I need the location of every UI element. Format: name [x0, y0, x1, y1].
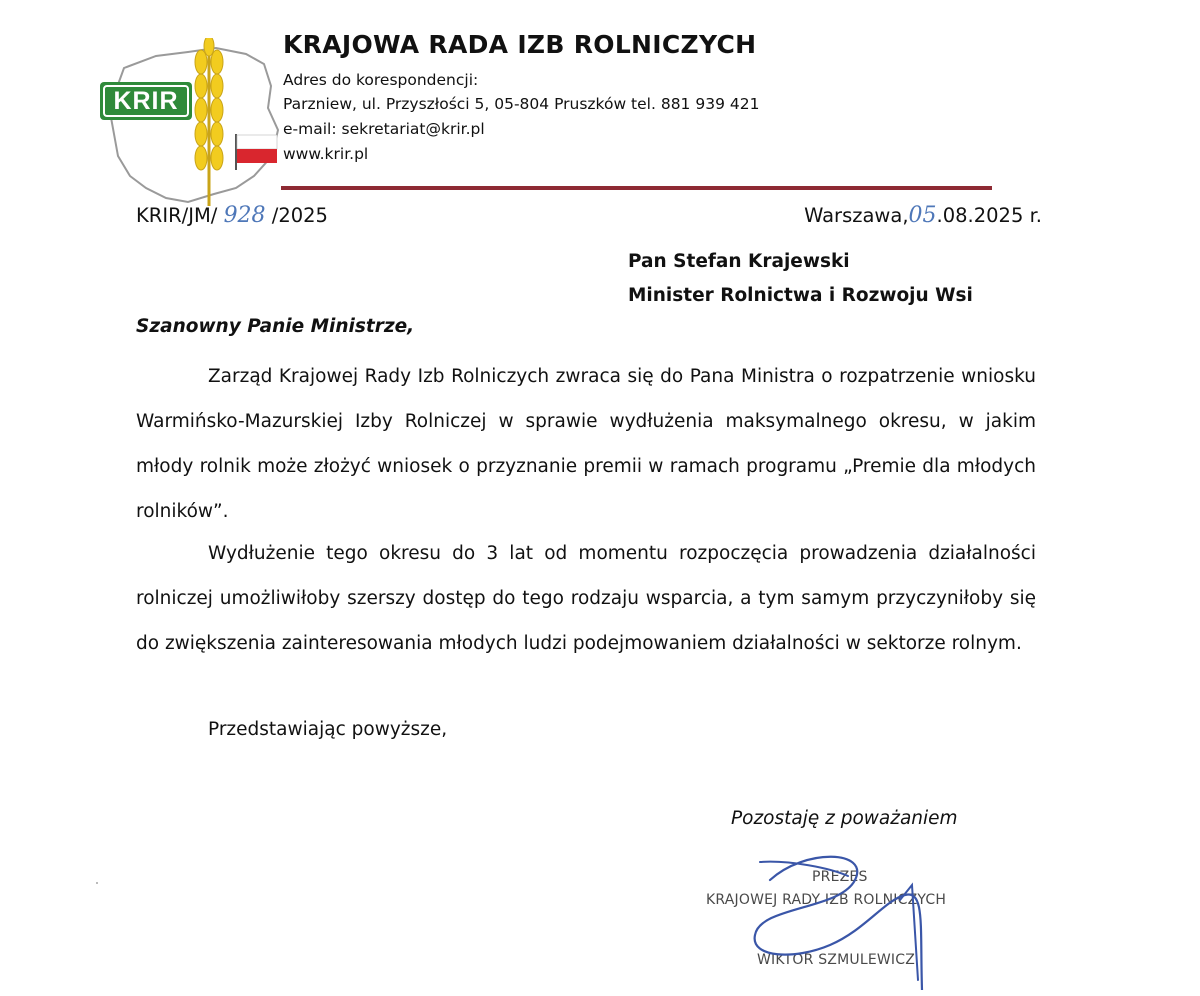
- body-paragraph: Zarząd Krajowej Rady Izb Rolniczych zwraca się do Pana Ministra o rozpatrzenie wniosku Warmińsko-Mazurskiej Izby Rolniczej w sprawie wydłużenia maksymalnego okresu, w jakim młody rolnik może złożyć wniosek o przyznanie premii w ramach programu „Premie dla młodych rolników”.: [136, 366, 1036, 522]
- handwritten-signature: [700, 840, 980, 990]
- contact-heading: Adres do korespondencji:: [283, 71, 479, 89]
- scan-speck: [96, 882, 98, 884]
- handwritten-reference-number: 928: [223, 203, 266, 228]
- polish-flag-icon: [236, 134, 277, 170]
- stamp-organization: KRAJOWEJ RADY IZB ROLNICZYCH: [706, 892, 947, 908]
- contact-email: e-mail: sekretariat@krir.pl: [283, 120, 485, 138]
- contact-address: Parzniew, ul. Przyszłości 5, 05-804 Pruszków tel. 881 939 421: [283, 95, 760, 113]
- handwritten-day: 05: [908, 203, 937, 228]
- reference-prefix: KRIR/JM/: [136, 204, 218, 227]
- addressee-title: Minister Rolnictwa i Rozwoju Wsi: [628, 285, 973, 306]
- reference-suffix: /2025: [271, 204, 328, 227]
- addressee-name: Pan Stefan Krajewski: [628, 251, 850, 272]
- krir-logo: [96, 38, 286, 208]
- wheat-icon: [195, 38, 223, 206]
- poland-map-outline: [110, 48, 278, 202]
- stamp-signatory-name: WIKTOR SZMULEWICZ: [757, 952, 916, 968]
- closing-line: Przedstawiając powyższe,: [208, 719, 448, 740]
- regards: Pozostaję z poważaniem: [731, 808, 958, 829]
- date-rest: .08.2025 r.: [936, 204, 1042, 227]
- contact-website: www.krir.pl: [283, 145, 369, 163]
- salutation: Szanowny Panie Ministrze,: [136, 316, 415, 337]
- body-paragraph: Wydłużenie tego okresu do 3 lat od momentu rozpoczęcia prowadzenia działalności rolniczej umożliwiłoby szerszy dostęp do tego rodzaju wsparcia, a tym samym przyczyniłoby się do zwiększenia zainteresowania młodych ludzi podejmowaniem działalności w sektorze rolnym.: [136, 543, 1036, 654]
- date-line: [804, 203, 1042, 228]
- date-place: Warszawa,: [804, 204, 909, 227]
- stamp-title: PREZES: [812, 869, 868, 885]
- reference-number: [136, 203, 328, 228]
- letterhead-divider: [281, 186, 992, 190]
- krir-badge-text: KRIR: [113, 87, 179, 115]
- organization-name: KRAJOWA RADA IZB ROLNICZYCH: [283, 30, 757, 59]
